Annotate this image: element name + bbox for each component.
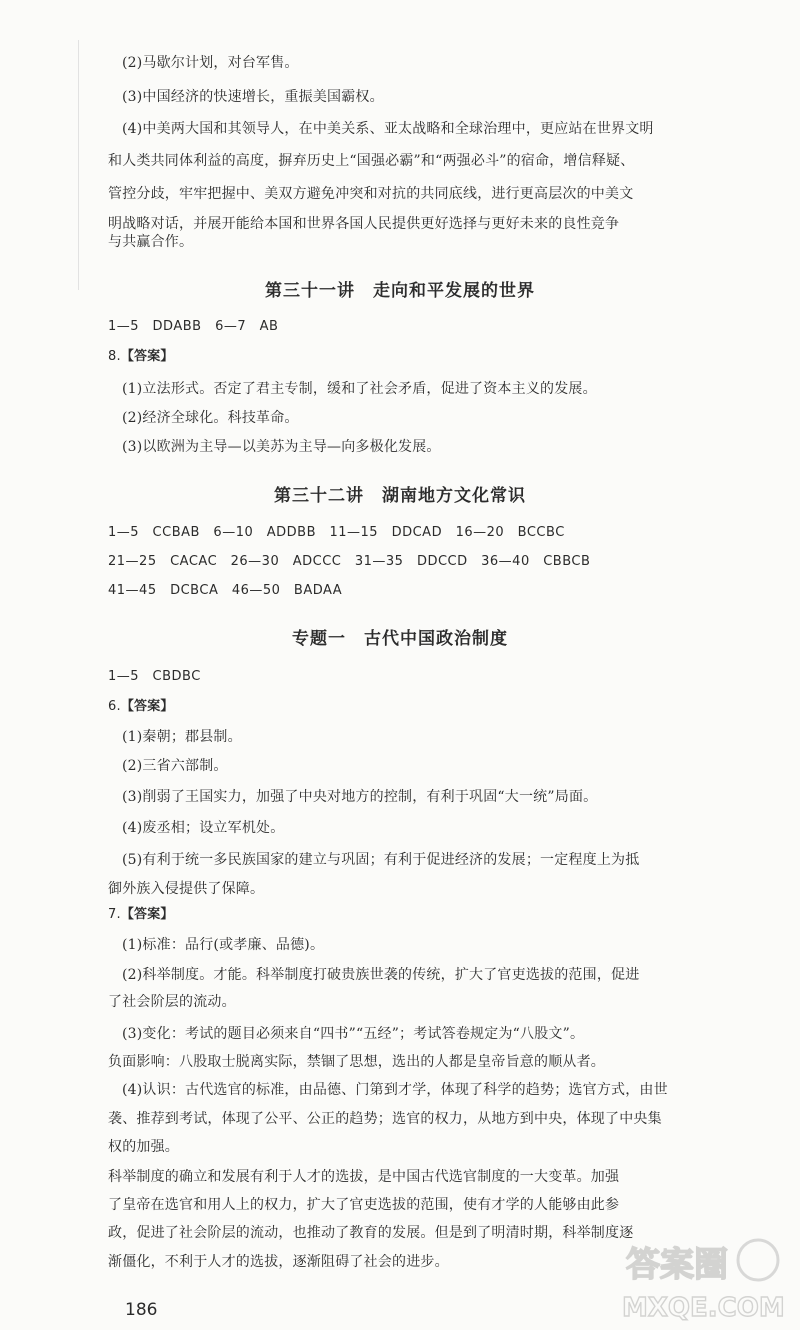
text-line: (3)以欧洲为主导—以美苏为主导—向多极化发展。 xyxy=(122,439,441,455)
margin-rule xyxy=(78,40,79,290)
choice-answers: 41—45 DCBCA 46—50 BADAA xyxy=(108,583,343,598)
text-line: 渐僵化，不利于人才的选拔，逐渐阻碍了社会的进步。 xyxy=(108,1254,449,1270)
text-line: (1)标准：品行(或孝廉、品德)。 xyxy=(122,937,325,953)
choice-answers: 1—5 CBDBC xyxy=(108,669,201,684)
answer-tag: 【答案】 xyxy=(120,907,174,922)
text-line: (4)废丞相；设立军机处。 xyxy=(122,820,285,836)
text-line: 负面影响：八股取士脱离实际，禁锢了思想，选出的人都是皇帝旨意的顺从者。 xyxy=(108,1054,605,1070)
answer-tag: 【答案】 xyxy=(120,699,174,714)
section-heading: 第三十一讲 走向和平发展的世界 xyxy=(265,281,535,301)
text-line: (4)认识：古代选官的标准，由品德、门第到才学，体现了科学的趋势；选官方式，由世 xyxy=(122,1082,668,1098)
section-heading: 专题一 古代中国政治制度 xyxy=(292,629,508,649)
watermark-logo xyxy=(618,1232,788,1324)
text-line: (1)秦朝；郡县制。 xyxy=(122,729,242,745)
text-line: (1)立法形式。否定了君主专制，缓和了社会矛盾，促进了资本主义的发展。 xyxy=(122,381,597,397)
text-line: (3)中国经济的快速增长，重振美国霸权。 xyxy=(122,89,384,105)
text-line: 政，促进了社会阶层的流动，也推动了教育的发展。但是到了明清时期，科举制度逐 xyxy=(108,1225,634,1241)
text-line: (3)削弱了王国实力，加强了中央对地方的控制，有利于巩固“大一统”局面。 xyxy=(122,789,598,805)
watermark-line2: MXQE.COM xyxy=(622,1293,785,1323)
section-heading: 第三十二讲 湖南地方文化常识 xyxy=(274,486,526,506)
text-line: (2)科举制度。才能。科举制度打破贵族世袭的传统，扩大了官吏选拔的范围，促进 xyxy=(122,967,640,983)
text-line: 和人类共同体利益的高度，摒弃历史上“国强必霸”和“两强必斗”的宿命，增信释疑、 xyxy=(108,153,635,169)
text-line: 权的加强。 xyxy=(108,1139,179,1155)
answer-label xyxy=(108,906,174,924)
choice-answers: 1—5 CCBAB 6—10 ADDBB 11—15 DDCAD 16—20 BCCBC xyxy=(108,525,565,540)
text-line: 明战略对话，并展开能给本国和世界各国人民提供更好选择与更好未来的良性竞争 xyxy=(108,216,620,232)
choice-answers: 21—25 CACAC 26—30 ADCCC 31—35 DDCCD 36—40 CBBCB xyxy=(108,554,591,569)
text-line: (2)马歇尔计划，对台军售。 xyxy=(122,55,299,71)
watermark-line1: 答案圈 xyxy=(626,1245,728,1285)
text-line: (3)变化：考试的题目必须来自“四书”“五经”；考试答卷规定为“八股文”。 xyxy=(122,1026,585,1042)
choice-answers: 1—5 DDABB 6—7 AB xyxy=(108,319,279,334)
text-line: 科举制度的确立和发展有利于人才的选拔，是中国古代选官制度的一大变革。加强 xyxy=(108,1169,620,1185)
page-number: 186 xyxy=(125,1300,158,1320)
answer-label xyxy=(108,348,174,366)
text-line: (2)三省六部制。 xyxy=(122,758,228,774)
watermark-graphic xyxy=(618,1232,788,1324)
text-line: (4)中美两大国和其领导人，在中美关系、亚太战略和全球治理中，更应站在世界文明 xyxy=(122,121,654,137)
question-number: 7. xyxy=(108,907,121,922)
text-line: (5)有利于统一多民族国家的建立与巩固；有利于促进经济的发展；一定程度上为抵 xyxy=(122,852,640,868)
text-line: 御外族入侵提供了保障。 xyxy=(108,881,265,897)
text-line: 与共赢合作。 xyxy=(108,234,194,250)
text-line: 管控分歧，牢牢把握中、美双方避免冲突和对抗的共同底线，进行更高层次的中美文 xyxy=(108,186,634,202)
answer-label xyxy=(108,698,174,716)
text-line: 了皇帝在选官和用人上的权力，扩大了官吏选拔的范围，使有才学的人能够由此参 xyxy=(108,1197,620,1213)
text-line: (2)经济全球化。科技革命。 xyxy=(122,410,299,426)
text-line: 了社会阶层的流动。 xyxy=(108,994,236,1010)
text-line: 袭、推荐到考试，体现了公平、公正的趋势；选官的权力，从地方到中央，体现了中央集 xyxy=(108,1111,662,1127)
answer-tag: 【答案】 xyxy=(120,349,174,364)
question-number: 6. xyxy=(108,699,121,714)
question-number: 8. xyxy=(108,349,121,364)
